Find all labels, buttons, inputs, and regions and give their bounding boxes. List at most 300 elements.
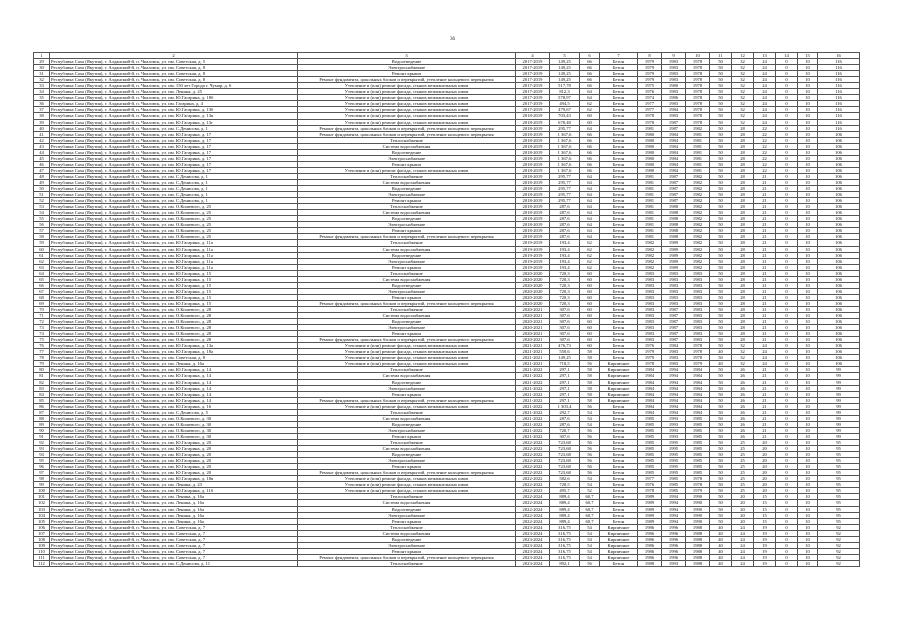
cell-wall-material: Бетон (600, 331, 638, 337)
cell-row-number: 102 (34, 500, 50, 506)
cell-period: 2022-2023 (516, 488, 550, 494)
works-table-sheet (33, 52, 859, 567)
cell-actual-life: 28 (732, 204, 754, 210)
cell-norm-life: 50 (710, 518, 732, 524)
cell-deviation: 0 (776, 179, 798, 185)
cell-address: Республика Саха (Якутия), г. Алданский-й, п. Чкаловск, ул. им. Ю.Гагарина, д. 13а (50, 343, 298, 349)
cell-year-built: 1977 (638, 107, 662, 113)
cell-cost: 116 (818, 65, 860, 71)
cell-year-commissioned: 1988 (662, 204, 686, 210)
cell-address: Республика Саха (Якутия), г. Алданский-й, п. Чкаловск, ул. им. Советская, д. 7 (50, 536, 298, 542)
cell-wear: 56 (580, 427, 600, 433)
cell-year-overhaul: 1990 (686, 494, 710, 500)
cell-remaining-life: 19 (754, 530, 776, 536)
cell-remaining-life: 22 (754, 167, 776, 173)
cell-year-overhaul: 1982 (686, 125, 710, 131)
cell-row-number: 108 (34, 536, 50, 542)
cell-remaining-life: 20 (754, 476, 776, 482)
cell-period: 2019-2019 (516, 240, 550, 246)
cell-category: 10 (798, 458, 818, 464)
cell-category: 10 (798, 210, 818, 216)
cell-category: 10 (798, 349, 818, 355)
cell-year-commissioned: 1983 (662, 270, 686, 276)
cell-wear: 62 (580, 264, 600, 270)
cell-work-type: Система водоснабжения (298, 446, 516, 452)
cell-year-commissioned: 1987 (662, 337, 686, 343)
cell-year-overhaul: 1982 (686, 258, 710, 264)
cell-period: 2018-2019 (516, 113, 550, 119)
cell-category: 10 (798, 270, 818, 276)
cell-category: 10 (798, 512, 818, 518)
cell-wear: 64 (580, 222, 600, 228)
cell-period: 2020-2020 (516, 282, 550, 288)
cell-year-overhaul: 1978 (686, 343, 710, 349)
cell-period: 2018-2019 (516, 179, 550, 185)
cell-address: Республика Саха (Якутия), г. Алданский-й, п. Чкаловск, ул. им. О.Кошевого, д. 25 (50, 234, 298, 240)
cell-actual-life: 25 (732, 446, 754, 452)
cell-address: Республика Саха (Якутия), г. Алданский-й, п. Чкаловск, ул. им. Ю.Гагарина, д. 20 (50, 452, 298, 458)
cell-year-commissioned: 1987 (662, 325, 686, 331)
cell-area: 149,25 (550, 65, 580, 71)
cell-address: Республика Саха (Якутия), г. Алданский-й, п. Чкаловск, ул. им. Ю.Гагарина, д. 11а (50, 240, 298, 246)
cell-norm-life: 50 (710, 409, 732, 415)
cell-cost: 106 (818, 355, 860, 361)
cell-year-built: 1984 (638, 373, 662, 379)
cell-wear: 60 (580, 313, 600, 319)
cell-actual-life: 20 (732, 500, 754, 506)
cell-area: 297,1 (550, 367, 580, 373)
cell-wall-material: Бетон (600, 500, 638, 506)
cell-wear: 64 (580, 186, 600, 192)
cell-year-commissioned: 1994 (662, 397, 686, 403)
cell-year-overhaul: 1990 (686, 518, 710, 524)
cell-year-built: 1976 (638, 343, 662, 349)
cell-address: Республика Саха (Якутия), г. Алданский-й, п. Чкаловск, ул. им. Ю.Гагарина, д. 18а (50, 349, 298, 355)
column-number-16: 16 (818, 53, 860, 59)
cell-wear: 60,7 (580, 506, 600, 512)
cell-year-commissioned: 1987 (662, 119, 686, 125)
cell-area: 316,75 (550, 554, 580, 560)
cell-year-built: 1984 (638, 379, 662, 385)
cell-category: 10 (798, 379, 818, 385)
cell-work-type: Утепление и (или) ремонт фасада, стыков межпанельных швов (298, 476, 516, 482)
cell-actual-life: 28 (732, 331, 754, 337)
cell-actual-life: 20 (732, 494, 754, 500)
cell-work-type: Водоотведение (298, 252, 516, 258)
cell-year-built: 1985 (638, 446, 662, 452)
cell-category: 10 (798, 300, 818, 306)
cell-actual-life: 28 (732, 252, 754, 258)
cell-deviation: 0 (776, 258, 798, 264)
cell-remaining-life: 24 (754, 71, 776, 77)
cell-cost: 92 (818, 536, 860, 542)
cell-remaining-life: 19 (754, 536, 776, 542)
cell-row-number: 34 (34, 89, 50, 95)
cell-deviation: 0 (776, 294, 798, 300)
cell-wear: 66 (580, 167, 600, 173)
cell-deviation: 0 (776, 409, 798, 415)
cell-year-overhaul: 1983 (686, 288, 710, 294)
cell-row-number: 42 (34, 137, 50, 143)
cell-cost: 106 (818, 149, 860, 155)
cell-year-built: 1975 (638, 83, 662, 89)
cell-wall-material: Бетон (600, 204, 638, 210)
cell-row-number: 96 (34, 464, 50, 470)
cell-year-overhaul: 1978 (686, 101, 710, 107)
cell-actual-life: 24 (732, 554, 754, 560)
cell-remaining-life: 21 (754, 276, 776, 282)
cell-wall-material: Бетон (600, 337, 638, 343)
cell-period: 2020-2020 (516, 300, 550, 306)
cell-row-number: 58 (34, 234, 50, 240)
cell-row-number: 33 (34, 83, 50, 89)
cell-deviation: 0 (776, 137, 798, 143)
cell-norm-life: 50 (710, 319, 732, 325)
cell-actual-life: 32 (732, 65, 754, 71)
cell-deviation: 0 (776, 440, 798, 446)
cell-year-overhaul: 1981 (686, 155, 710, 161)
cell-norm-life: 50 (710, 379, 732, 385)
cell-work-type: Утепление и (или) ремонт фасада, стыков межпанельных швов (298, 101, 516, 107)
cell-deviation: 0 (776, 288, 798, 294)
cell-area: 316,75 (550, 530, 580, 536)
cell-year-built: 1989 (638, 518, 662, 524)
cell-cost: 106 (818, 173, 860, 179)
cell-actual-life: 28 (732, 143, 754, 149)
cell-norm-life: 50 (710, 252, 732, 258)
cell-remaining-life: 21 (754, 204, 776, 210)
cell-norm-life: 50 (710, 119, 732, 125)
cell-actual-life: 32 (732, 59, 754, 65)
cell-period: 2022-2022 (516, 458, 550, 464)
cell-wear: 58 (580, 367, 600, 373)
cell-area: 307,6 (550, 331, 580, 337)
cell-remaining-life: 21 (754, 367, 776, 373)
cell-deviation: 0 (776, 343, 798, 349)
cell-area: 295,77 (550, 198, 580, 204)
cell-deviation: 0 (776, 560, 798, 566)
cell-year-overhaul: 1985 (686, 433, 710, 439)
cell-actual-life: 20 (732, 518, 754, 524)
cell-address: Республика Саха (Якутия), г. Алданский-й, п. Чкаловск, ул. им. О.Кошевого, д. 25 (50, 228, 298, 234)
cell-norm-life: 50 (710, 488, 732, 494)
cell-wall-material: Бетон (600, 512, 638, 518)
cell-norm-life: 40 (710, 560, 732, 566)
cell-wear: 58 (580, 349, 600, 355)
cell-year-commissioned: 1985 (662, 482, 686, 488)
cell-deviation: 0 (776, 512, 798, 518)
cell-wear: 66 (580, 143, 600, 149)
cell-category: 10 (798, 59, 818, 65)
cell-norm-life: 50 (710, 77, 732, 83)
cell-year-overhaul: 1983 (686, 337, 710, 343)
cell-work-type: Ремонт крыши (298, 518, 516, 524)
cell-deviation: 0 (776, 313, 798, 319)
cell-year-overhaul: 1981 (686, 131, 710, 137)
cell-norm-life: 50 (710, 367, 732, 373)
cell-year-built: 1983 (638, 331, 662, 337)
cell-wear: 58 (580, 355, 600, 361)
cell-wall-material: Бетон (600, 488, 638, 494)
cell-wall-material: Бетон (600, 149, 638, 155)
cell-period: 2018-2019 (516, 210, 550, 216)
cell-wall-material: Кирпичное (600, 361, 638, 367)
cell-deviation: 0 (776, 216, 798, 222)
cell-address: Республика Саха (Якутия), г. Алданский-й, п. Чкаловск, ул. им. Ю.Гагарина, д. 11б (50, 488, 298, 494)
cell-wall-material: Бетон (600, 155, 638, 161)
cell-year-overhaul: 1984 (686, 409, 710, 415)
cell-year-overhaul: 1988 (686, 560, 710, 566)
cell-wear: 60 (580, 276, 600, 282)
cell-area: 1 367,6 (550, 167, 580, 173)
cell-row-number: 30 (34, 65, 50, 71)
cell-actual-life: 32 (732, 77, 754, 83)
cell-category: 10 (798, 433, 818, 439)
cell-row-number: 99 (34, 482, 50, 488)
cell-category: 10 (798, 131, 818, 137)
cell-wall-material: Бетон (600, 306, 638, 312)
cell-wall-material: Кирпичное (600, 536, 638, 542)
cell-wear: 64 (580, 234, 600, 240)
cell-work-type: Система водоснабжения (298, 246, 516, 252)
cell-cost: 99 (818, 385, 860, 391)
cell-row-number: 60 (34, 246, 50, 252)
cell-address: Республика Саха (Якутия), г. Алданский-й, п. Чкаловск, ул. им. О.Кошевого, д. 25 (50, 204, 298, 210)
cell-wall-material: Кирпичное (600, 524, 638, 530)
cell-area: 1 303,4 (550, 403, 580, 409)
cell-category: 10 (798, 204, 818, 210)
cell-year-commissioned: 1995 (662, 446, 686, 452)
cell-category: 10 (798, 560, 818, 566)
cell-area: 316,75 (550, 536, 580, 542)
cell-year-overhaul: 1984 (686, 385, 710, 391)
cell-category: 10 (798, 234, 818, 240)
cell-year-overhaul: 1983 (686, 294, 710, 300)
cell-period: 2022-2022 (516, 464, 550, 470)
cell-wall-material: Бетон (600, 113, 638, 119)
cell-area: 889,4 (550, 518, 580, 524)
cell-category: 10 (798, 464, 818, 470)
cell-norm-life: 50 (710, 325, 732, 331)
cell-area: 1 367,6 (550, 137, 580, 143)
cell-cost: 92 (818, 530, 860, 536)
cell-period: 2018-2019 (516, 222, 550, 228)
cell-deviation: 0 (776, 101, 798, 107)
cell-row-number: 43 (34, 143, 50, 149)
cell-period: 2021-2021 (516, 349, 550, 355)
cell-deviation: 0 (776, 500, 798, 506)
cell-wear: 66 (580, 65, 600, 71)
cell-area: 307,6 (550, 337, 580, 343)
cell-deviation: 0 (776, 222, 798, 228)
cell-norm-life: 50 (710, 391, 732, 397)
cell-period: 2021-2022 (516, 433, 550, 439)
cell-remaining-life: 21 (754, 337, 776, 343)
cell-work-type: Утепление и (или) ремонт фасада, стыков межпанельных швов (298, 89, 516, 95)
cell-work-type: Теплоснабжение (298, 270, 516, 276)
cell-wear: 60 (580, 331, 600, 337)
cell-year-overhaul: 1984 (686, 373, 710, 379)
cell-year-overhaul: 1979 (686, 488, 710, 494)
cell-year-commissioned: 1983 (662, 113, 686, 119)
cell-area: 582,6 (550, 476, 580, 482)
cell-cost: 99 (818, 421, 860, 427)
cell-actual-life: 28 (732, 228, 754, 234)
cell-actual-life: 28 (732, 179, 754, 185)
cell-cost: 106 (818, 270, 860, 276)
cell-year-built: 1986 (638, 542, 662, 548)
cell-category: 10 (798, 373, 818, 379)
cell-period: 2017-2019 (516, 71, 550, 77)
cell-wall-material: Бетон (600, 518, 638, 524)
cell-year-built: 1979 (638, 71, 662, 77)
cell-address: Республика Саха (Якутия), г. Алданский-й, п. Чкаловск, ул. им. С.Денисова, д. 11 (50, 560, 298, 566)
cell-period: 2023-2024 (516, 524, 550, 530)
cell-wall-material: Кирпичное (600, 554, 638, 560)
cell-year-built: 1978 (638, 488, 662, 494)
cell-row-number: 90 (34, 427, 50, 433)
cell-wall-material: Бетон (600, 71, 638, 77)
column-number-12: 12 (732, 53, 754, 59)
cell-remaining-life: 21 (754, 397, 776, 403)
cell-row-number: 32 (34, 77, 50, 83)
cell-period: 2022-2022 (516, 446, 550, 452)
column-number-15: 15 (798, 53, 818, 59)
cell-period: 2020-2020 (516, 270, 550, 276)
cell-category: 10 (798, 258, 818, 264)
cell-year-commissioned: 1994 (662, 506, 686, 512)
cell-year-commissioned: 1989 (662, 240, 686, 246)
cell-year-overhaul: 1985 (686, 458, 710, 464)
cell-cost: 106 (818, 343, 860, 349)
cell-period: 2022-2022 (516, 440, 550, 446)
cell-work-type: Утепление и (или) ремонт фасада, стыков межпанельных швов (298, 355, 516, 361)
cell-remaining-life: 21 (754, 379, 776, 385)
cell-year-built: 1979 (638, 65, 662, 71)
cell-year-built: 1980 (638, 161, 662, 167)
cell-row-number: 86 (34, 403, 50, 409)
cell-work-type: Ремонт крыши (298, 331, 516, 337)
cell-deviation: 0 (776, 204, 798, 210)
cell-cost: 106 (818, 216, 860, 222)
cell-remaining-life: 21 (754, 228, 776, 234)
cell-period: 2017-2019 (516, 83, 550, 89)
cell-year-built: 1985 (638, 433, 662, 439)
cell-address: Республика Саха (Якутия), г. Алданский-й, п. Чкаловск, ул. им. Гагарина, д. 4 (50, 101, 298, 107)
cell-category: 10 (798, 494, 818, 500)
cell-wear: 62 (580, 258, 600, 264)
cell-year-overhaul: 1985 (686, 415, 710, 421)
cell-work-type: Ремонт фундамента, цокольных блоков и перекрытий, утепление кольцевого перекрытия (298, 397, 516, 403)
cell-year-commissioned: 1994 (662, 373, 686, 379)
cell-row-number: 109 (34, 542, 50, 548)
cell-wear: 54 (580, 409, 600, 415)
cell-year-overhaul: 1988 (686, 536, 710, 542)
cell-norm-life: 50 (710, 306, 732, 312)
cell-category: 10 (798, 113, 818, 119)
cell-wall-material: Бетон (600, 101, 638, 107)
column-number-2: 2 (50, 53, 298, 59)
cell-year-built: 1985 (638, 440, 662, 446)
cell-address: Республика Саха (Якутия), г. Алданский-й, п. Чкаловск, ул. им. Советская, д. 8 (50, 77, 298, 83)
cell-cost: 95 (818, 440, 860, 446)
cell-wear: 60 (580, 319, 600, 325)
cell-year-built: 1983 (638, 319, 662, 325)
cell-cost: 95 (818, 518, 860, 524)
cell-remaining-life: 21 (754, 258, 776, 264)
cell-remaining-life: 21 (754, 421, 776, 427)
cell-work-type: Электроснабжение (298, 155, 516, 161)
cell-row-number: 84 (34, 391, 50, 397)
cell-year-overhaul: 1988 (686, 554, 710, 560)
cell-area: 720,3 (550, 276, 580, 282)
cell-address: Республика Саха (Якутия), г. Алданский-й, п. Чкаловск, ул. им. Ю.Гагарина, д. 11а (50, 252, 298, 258)
cell-cost: 92 (818, 524, 860, 530)
cell-address: Республика Саха (Якутия), г. Алданский-й, п. Чкаловск, ул. им. Советская, д. 8 (50, 65, 298, 71)
cell-period: 2018-2019 (516, 216, 550, 222)
cell-address: Республика Саха (Якутия), г. Алданский-й, п. Чкаловск, ул. им. Ю.Гагарина, д. 14 (50, 367, 298, 373)
cell-year-built: 1983 (638, 306, 662, 312)
cell-work-type: Система водоснабжения (298, 210, 516, 216)
cell-actual-life: 32 (732, 71, 754, 77)
cell-address: Республика Саха (Якутия), г. Алданский-й, п. Чкаловск, ул. им. О.Кошевого, д. 28 (50, 337, 298, 343)
cell-work-type: Утепление и (или) ремонт фасада, стыков межпанельных швов (298, 119, 516, 125)
cell-period: 2018-2019 (516, 234, 550, 240)
cell-row-number: 61 (34, 252, 50, 258)
cell-remaining-life: 19 (754, 560, 776, 566)
cell-wall-material: Бетон (600, 167, 638, 173)
cell-row-number: 52 (34, 198, 50, 204)
cell-year-built: 1985 (638, 470, 662, 476)
cell-address: Республика Саха (Якутия), г. Алданский-й, п. Чкаловск, ул. им. Советская, д. 7 (50, 542, 298, 548)
cell-actual-life: 28 (732, 313, 754, 319)
cell-address: Республика Саха (Якутия), г. Алданский-й, п. Чкаловск, ул. им. С.Денисова, д. 1 (50, 179, 298, 185)
cell-year-built: 1979 (638, 59, 662, 65)
cell-year-commissioned: 1983 (662, 282, 686, 288)
cell-wall-material: Бетон (600, 421, 638, 427)
cell-year-overhaul: 1982 (686, 234, 710, 240)
cell-row-number: 70 (34, 306, 50, 312)
column-number-1: 1 (34, 53, 50, 59)
cell-year-built: 1978 (638, 119, 662, 125)
cell-year-built: 1982 (638, 246, 662, 252)
cell-actual-life: 32 (732, 83, 754, 89)
cell-year-built: 1981 (638, 210, 662, 216)
cell-period: 2018-2019 (516, 161, 550, 167)
cell-norm-life: 40 (710, 536, 732, 542)
cell-address: Республика Саха (Якутия), г. Алданский-й, п. Чкаловск, ул. им. Ю.Гагарина, д. 14 (50, 397, 298, 403)
cell-remaining-life: 20 (754, 482, 776, 488)
cell-norm-life: 50 (710, 258, 732, 264)
cell-area: 720,3 (550, 288, 580, 294)
cell-wear: 62 (580, 240, 600, 246)
cell-work-type: Ремонт крыши (298, 228, 516, 234)
cell-year-built: 1983 (638, 288, 662, 294)
cell-wall-material: Бетон (600, 192, 638, 198)
cell-period: 2023-2024 (516, 536, 550, 542)
cell-actual-life: 32 (732, 107, 754, 113)
cell-year-commissioned: 1984 (662, 343, 686, 349)
cell-work-type: Утепление и (или) ремонт фасада, стыков межпанельных швов (298, 403, 516, 409)
cell-wall-material: Бетон (600, 427, 638, 433)
cell-area: 297,1 (550, 373, 580, 379)
cell-year-commissioned: 1987 (662, 179, 686, 185)
cell-remaining-life: 21 (754, 306, 776, 312)
cell-row-number: 53 (34, 204, 50, 210)
cell-deviation: 0 (776, 270, 798, 276)
cell-address: Республика Саха (Якутия), г. Алданский-й, п. Чкаловск, ул. им. Ю.Гагарина, д. 13в (50, 113, 298, 119)
cell-actual-life: 24 (732, 524, 754, 530)
